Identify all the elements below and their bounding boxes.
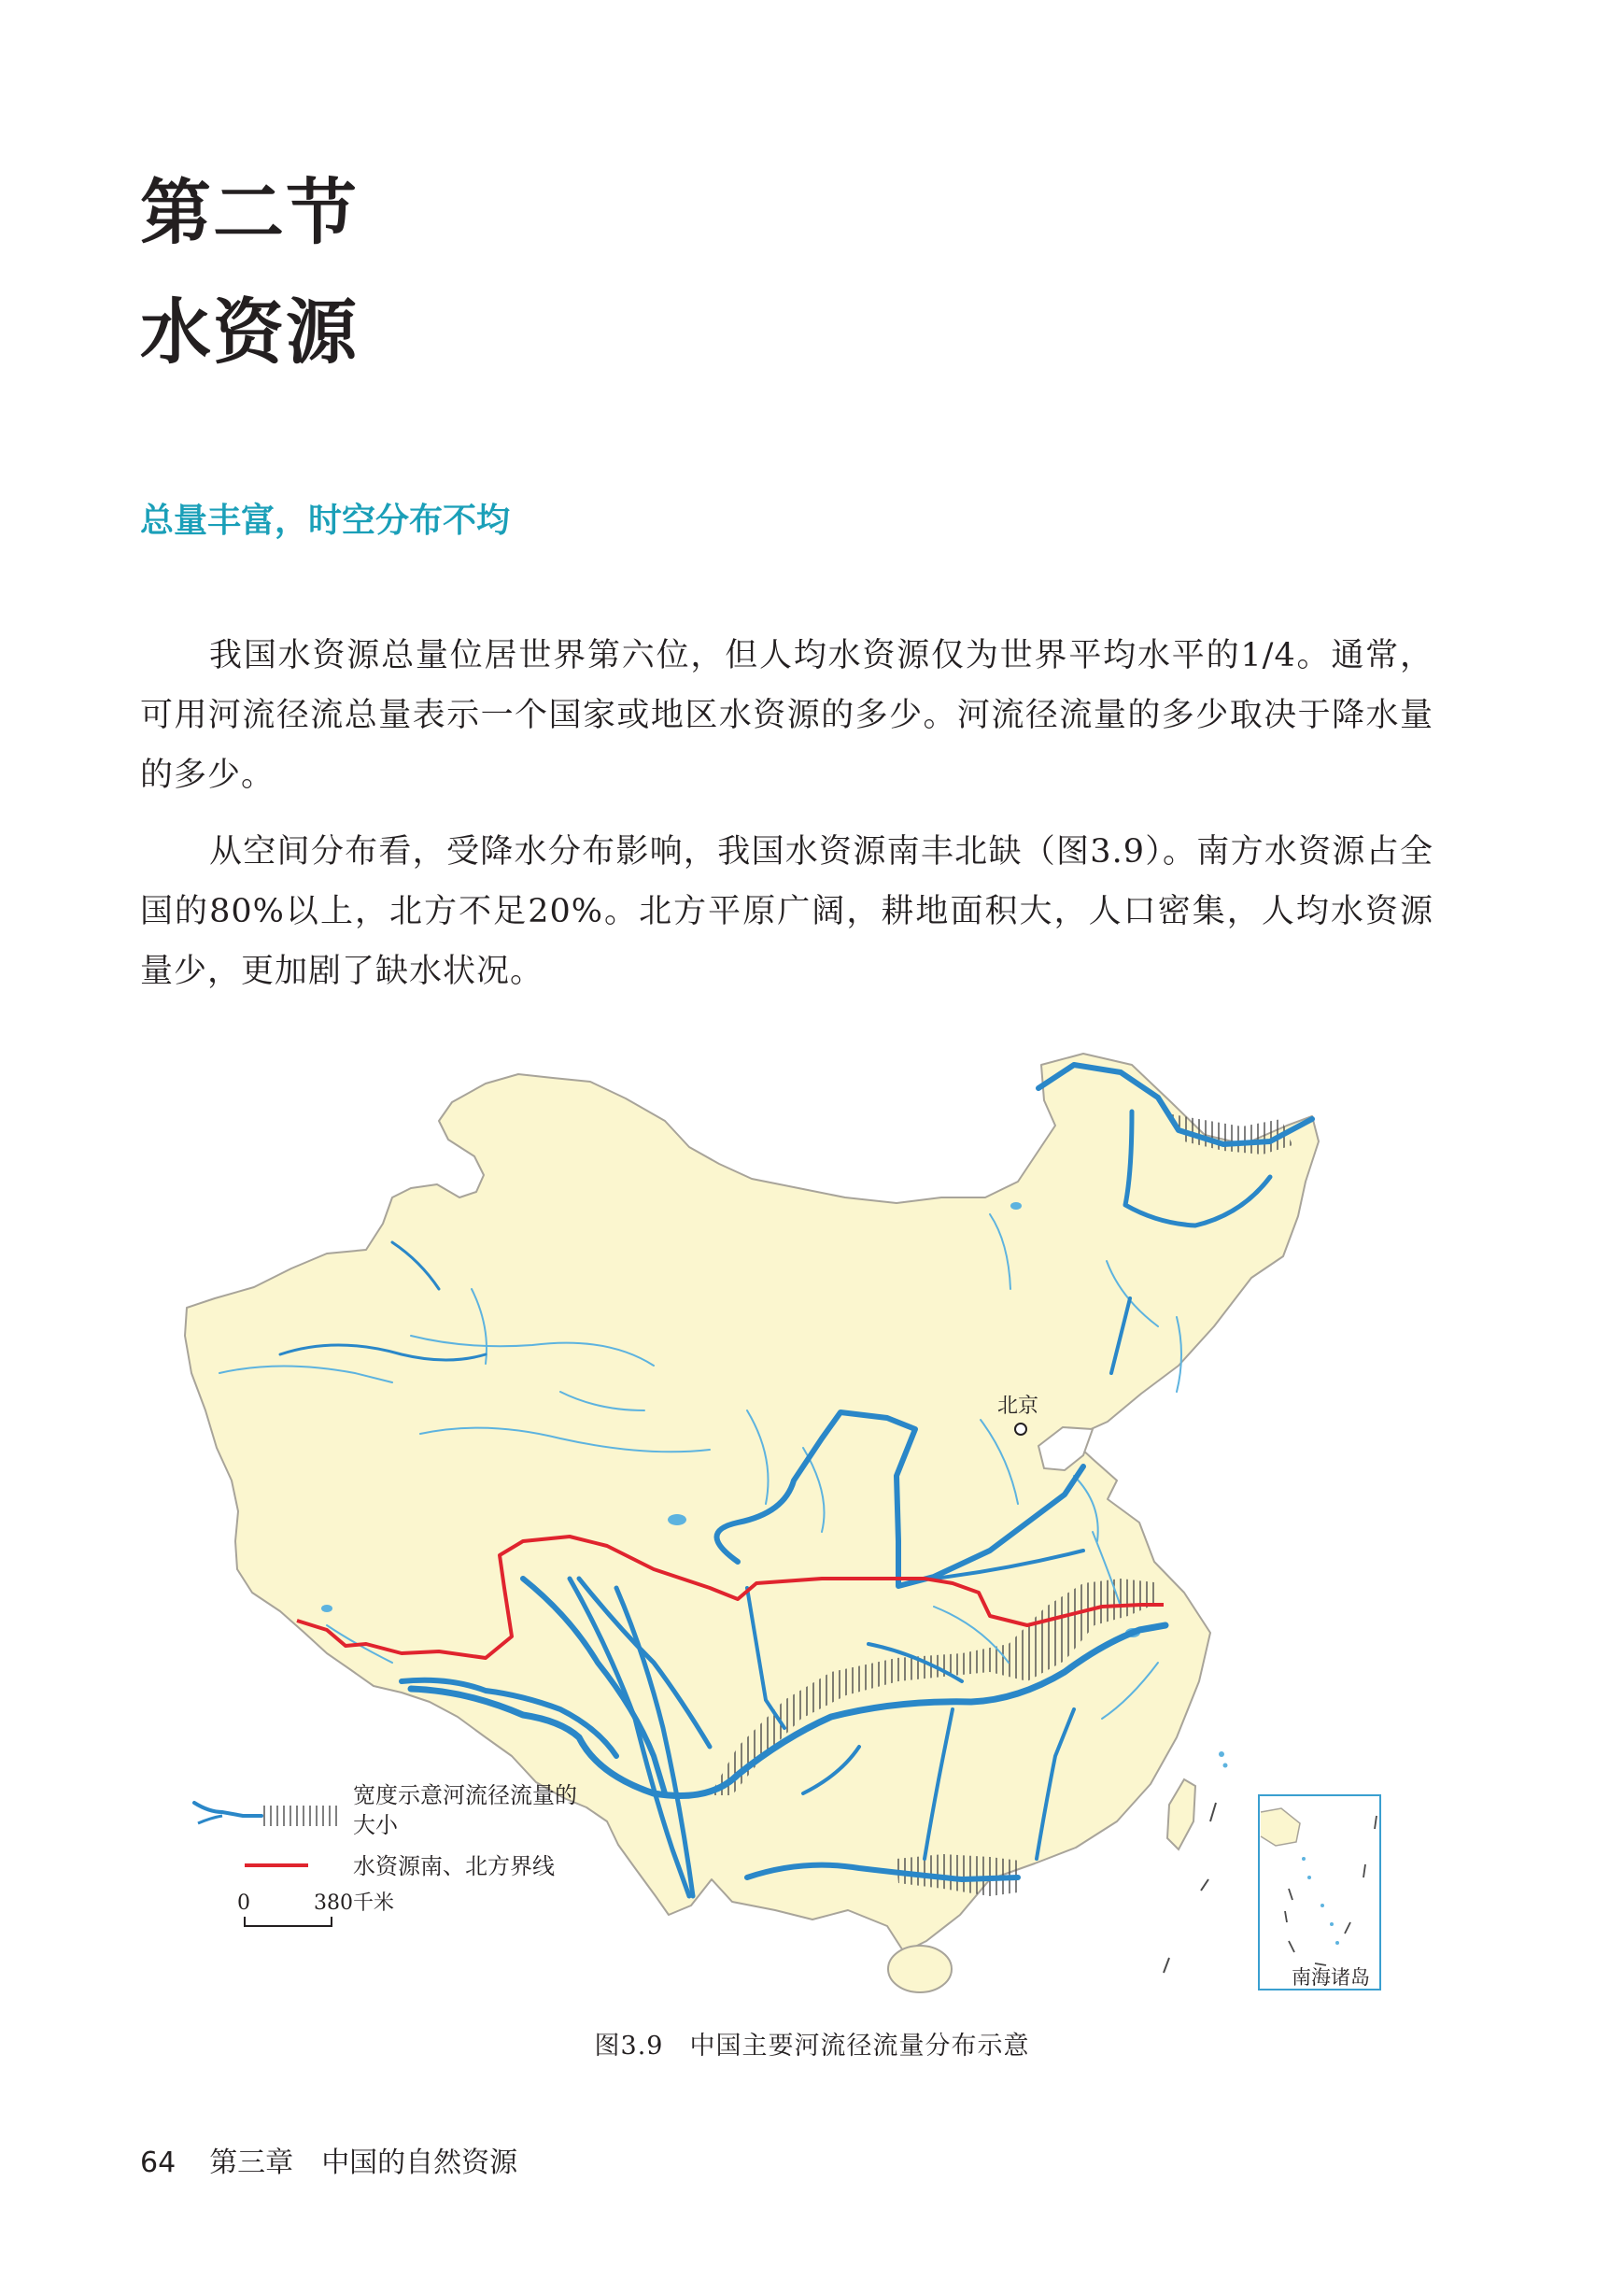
- south-china-sea-inset: [1259, 1795, 1380, 1990]
- legend-boundary-label: 水资源南、北方界线: [353, 1853, 555, 1879]
- legend-river-width-icon: [194, 1803, 340, 1826]
- page-footer: [140, 2139, 517, 2180]
- section-title: 水资源: [140, 290, 359, 374]
- scale-bar-value: 380千米: [314, 1891, 394, 1915]
- scale-bar-zero: 0: [237, 1891, 250, 1915]
- beijing-marker: [1015, 1424, 1026, 1435]
- hainan-island: [888, 1946, 952, 1992]
- taiwan-island: [1167, 1779, 1195, 1849]
- scale-bar: [245, 1917, 332, 1926]
- subheading: 总量丰富，时空分布不均: [140, 502, 511, 540]
- figure-caption: [0, 2025, 1624, 2061]
- figure-caption-text: 中国主要河流径流量分布示意: [689, 2032, 1030, 2061]
- paragraph-1: 我国水资源总量位居世界第六位，但人均水资源仅为世界平均水平的1/4。通常，可用河流径流总量表示一个国家或地区水资源的多少。河流径流量的多少取决于降水量的多少。: [140, 637, 1433, 794]
- legend-river-width-label-line2: 大小: [353, 1812, 398, 1838]
- china-river-runoff-map: [140, 1009, 1438, 2008]
- legend-river-width-label-line1: 宽度示意河流径流量的: [353, 1782, 577, 1808]
- page-number: 64: [140, 2146, 177, 2179]
- map-legend: [194, 1782, 577, 1926]
- inset-label: 南海诸岛: [1292, 1966, 1370, 1989]
- footer-chapter-title: 中国的自然资源: [321, 2146, 518, 2179]
- paragraph-2: 从空间分布看，受降水分布影响，我国水资源南丰北缺（图3.9）。南方水资源占全国的80%以上，北方不足20%。北方平原广阔，耕地面积大，人口密集，人均水资源量少，更加剧了缺水状况。: [140, 833, 1433, 990]
- small-islands: [1219, 1751, 1228, 1768]
- footer-chapter: 第三章: [209, 2146, 294, 2179]
- section-label: 第二节: [140, 171, 359, 254]
- figure-caption-number: 图3.9: [594, 2032, 664, 2061]
- beijing-label: 北京: [997, 1395, 1039, 1418]
